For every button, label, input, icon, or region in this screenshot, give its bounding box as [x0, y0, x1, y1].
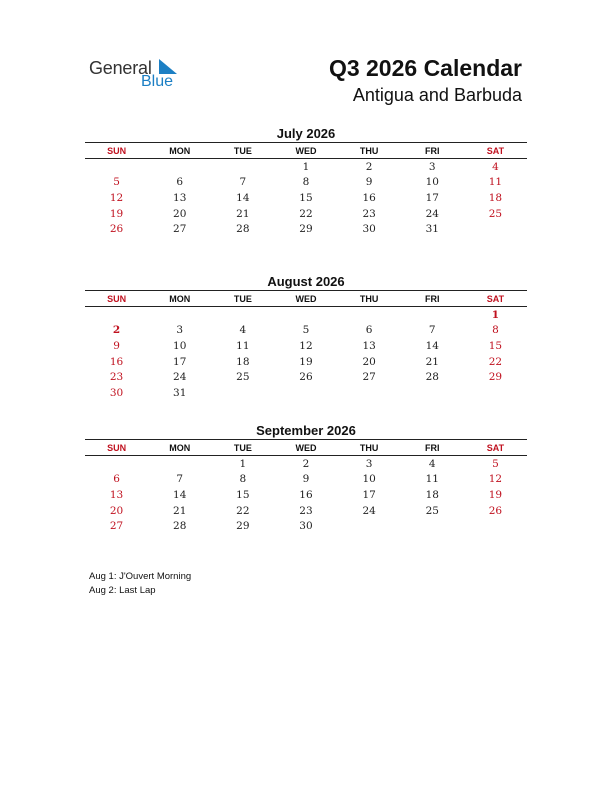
- month-september: [85, 422, 527, 534]
- day-cell: 28: [425, 371, 439, 384]
- day-cell: 29: [488, 371, 503, 384]
- day-cell: 19: [109, 207, 124, 220]
- day-cell: 10: [362, 473, 376, 486]
- week-row: [85, 503, 527, 519]
- weekday-label: SUN: [107, 293, 127, 304]
- holiday-note: Aug 2: Last Lap: [89, 585, 156, 596]
- weekday-label: TUE: [233, 145, 252, 156]
- day-cell: 7: [239, 176, 247, 189]
- week-row: [85, 159, 527, 175]
- weekday-label: FRI: [425, 442, 440, 453]
- day-cell: 9: [302, 473, 310, 486]
- day-cell: 18: [488, 191, 503, 204]
- weekday-header: [85, 439, 527, 456]
- week-row: [85, 456, 527, 472]
- day-cell: 9: [365, 176, 373, 189]
- week-row: [85, 354, 527, 370]
- weekday-label: TUE: [233, 293, 252, 304]
- day-cell: 15: [236, 488, 250, 501]
- week-row: [85, 190, 527, 206]
- day-cell: 8: [492, 324, 499, 337]
- day-cell: 1: [302, 160, 310, 173]
- day-cell: 27: [362, 371, 376, 384]
- day-cell: 23: [362, 207, 376, 220]
- day-cell: 26: [109, 223, 124, 236]
- day-cell: 27: [173, 223, 187, 236]
- day-cell: 24: [362, 504, 376, 517]
- weekday-label: SUN: [107, 442, 127, 453]
- day-cell: 17: [362, 488, 376, 501]
- month-title: August 2026: [267, 274, 345, 289]
- day-cell: 25: [425, 504, 439, 517]
- day-cell: 3: [428, 160, 436, 173]
- day-cell: 3: [365, 457, 373, 470]
- day-cell: 31: [425, 223, 439, 236]
- day-cell: 30: [362, 223, 376, 236]
- day-cell: 14: [236, 191, 250, 204]
- weekday-header: [85, 142, 527, 159]
- week-row: [85, 472, 527, 488]
- logo-flag-icon: [159, 59, 177, 74]
- day-cell: 30: [299, 520, 313, 533]
- day-cell: 14: [425, 339, 439, 352]
- page-subtitle: Antigua and Barbuda: [352, 85, 522, 105]
- weekday-label: WED: [295, 145, 317, 156]
- weekday-label: WED: [295, 442, 317, 453]
- day-cell: 5: [492, 457, 499, 470]
- day-cell: 8: [302, 176, 310, 189]
- week-row: [85, 323, 527, 339]
- week-row: [85, 206, 527, 222]
- brand-logo: [89, 58, 189, 94]
- day-cell: 1: [491, 308, 500, 321]
- day-cell: 11: [425, 473, 439, 486]
- weekday-label: THU: [359, 145, 379, 156]
- weekday-label: FRI: [425, 145, 440, 156]
- day-cell: 24: [173, 371, 187, 384]
- day-cell: 20: [109, 504, 124, 517]
- month-title: July 2026: [276, 126, 336, 141]
- day-cell: 15: [488, 339, 503, 352]
- day-cell: 16: [299, 488, 313, 501]
- day-cell: 17: [173, 355, 187, 368]
- holiday-notes: [89, 570, 191, 598]
- day-cell: 21: [173, 504, 187, 517]
- day-cell: 24: [425, 207, 439, 220]
- day-cell: 16: [109, 355, 124, 368]
- day-cell: 13: [109, 488, 124, 501]
- holiday-note: Aug 1: J'Ouvert Morning: [89, 571, 192, 582]
- month-july: [85, 125, 527, 237]
- day-cell: 15: [299, 191, 313, 204]
- week-row: [85, 369, 527, 385]
- day-cell: 2: [302, 457, 310, 470]
- day-cell: 26: [488, 504, 503, 517]
- logo-word-general: General: [89, 58, 152, 78]
- weekday-label: MON: [169, 442, 191, 453]
- day-cell: 13: [362, 339, 376, 352]
- weekday-label: THU: [359, 293, 379, 304]
- day-cell: 17: [425, 191, 439, 204]
- week-row: [85, 175, 527, 191]
- weekday-label: SUN: [107, 145, 127, 156]
- weekday-header: [85, 290, 527, 307]
- day-cell: 6: [113, 473, 120, 486]
- day-cell: 4: [492, 160, 499, 173]
- day-cell: 31: [173, 386, 187, 399]
- day-cell: 2: [112, 324, 121, 337]
- day-cell: 7: [428, 324, 436, 337]
- day-cell: 11: [236, 339, 250, 352]
- day-cell: 18: [425, 488, 439, 501]
- day-cell: 25: [236, 371, 250, 384]
- day-cell: 14: [173, 488, 187, 501]
- week-row: [85, 221, 527, 237]
- day-cell: 4: [428, 457, 436, 470]
- day-cell: 5: [302, 324, 310, 337]
- day-cell: 22: [488, 355, 503, 368]
- day-cell: 20: [362, 355, 376, 368]
- day-cell: 1: [239, 457, 247, 470]
- day-cell: 28: [236, 223, 250, 236]
- day-cell: 2: [365, 160, 373, 173]
- day-cell: 13: [173, 191, 187, 204]
- weekday-label: SAT: [486, 145, 505, 156]
- weekday-label: TUE: [233, 442, 252, 453]
- week-row: [85, 487, 527, 503]
- day-cell: 5: [113, 176, 120, 189]
- day-cell: 19: [488, 488, 503, 501]
- day-cell: 12: [299, 339, 313, 352]
- day-cell: 20: [173, 207, 187, 220]
- day-cell: 28: [173, 520, 187, 533]
- page-title: Q3 2026 Calendar: [328, 55, 522, 81]
- day-cell: 18: [236, 355, 250, 368]
- weekday-label: WED: [295, 293, 317, 304]
- week-row: [85, 518, 527, 534]
- day-cell: 25: [488, 207, 503, 220]
- day-cell: 6: [176, 176, 184, 189]
- day-cell: 12: [488, 473, 503, 486]
- day-cell: 9: [113, 339, 120, 352]
- weekday-label: FRI: [425, 293, 440, 304]
- day-cell: 6: [365, 324, 373, 337]
- day-cell: 26: [299, 371, 313, 384]
- day-cell: 3: [176, 324, 184, 337]
- day-cell: 19: [299, 355, 313, 368]
- month-august: [85, 273, 527, 401]
- day-cell: 21: [236, 207, 250, 220]
- month-title: September 2026: [256, 423, 356, 438]
- day-cell: 10: [425, 176, 439, 189]
- weekday-label: MON: [169, 293, 191, 304]
- day-cell: 21: [425, 355, 439, 368]
- day-cell: 23: [299, 504, 313, 517]
- day-cell: 22: [299, 207, 313, 220]
- day-cell: 10: [173, 339, 187, 352]
- day-cell: 29: [236, 520, 250, 533]
- day-cell: 29: [299, 223, 313, 236]
- day-cell: 22: [236, 504, 250, 517]
- week-row: [85, 338, 527, 354]
- day-cell: 11: [488, 176, 503, 189]
- weekday-label: THU: [359, 442, 379, 453]
- weekday-label: SAT: [486, 293, 505, 304]
- weekday-label: MON: [169, 145, 191, 156]
- day-cell: 7: [176, 473, 184, 486]
- day-cell: 16: [362, 191, 376, 204]
- day-cell: 23: [109, 371, 124, 384]
- weekday-label: SAT: [486, 442, 505, 453]
- week-row: [85, 385, 527, 401]
- day-cell: 4: [239, 324, 247, 337]
- day-cell: 8: [239, 473, 247, 486]
- week-row: [85, 307, 527, 323]
- day-cell: 30: [109, 386, 124, 399]
- day-cell: 27: [109, 520, 124, 533]
- day-cell: 12: [109, 191, 124, 204]
- logo-word-blue: Blue: [141, 73, 174, 90]
